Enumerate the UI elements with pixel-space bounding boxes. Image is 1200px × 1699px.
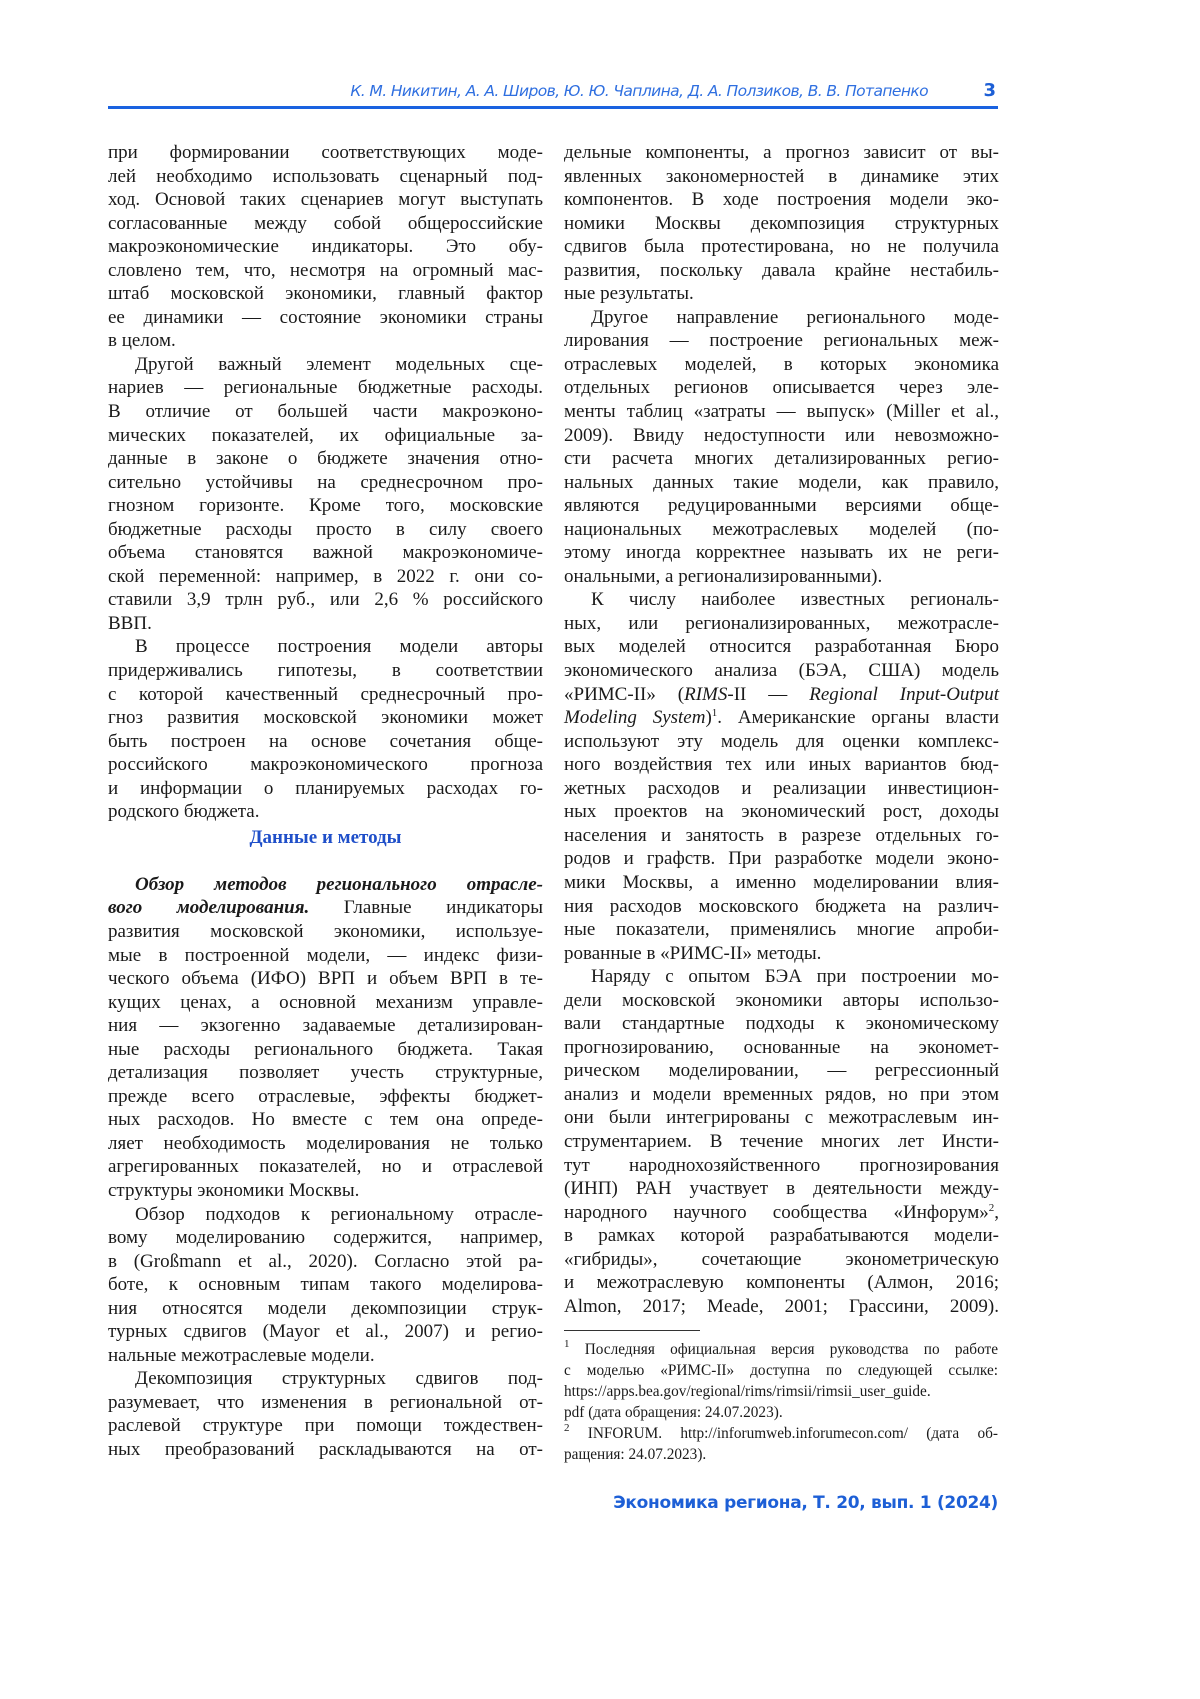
text-line: явленных закономерностей в динамике этих xyxy=(564,165,999,187)
text-line: российского макроэкономического прогноза xyxy=(108,754,543,776)
text-segment: , xyxy=(994,1201,999,1223)
text-line: придерживались гипотезы, в соответствии xyxy=(108,660,543,682)
footnote-marker: 2 xyxy=(564,1422,570,1434)
text-line: развития московской экономики, используе- xyxy=(108,920,543,942)
text-line: национальных межотраслевых моделей (по- xyxy=(564,518,999,540)
paragraph xyxy=(564,141,999,306)
text-line: гноз развития московской экономики может xyxy=(108,707,543,729)
text-line: ные показатели, применялись многие апроби- xyxy=(564,919,999,941)
emphasized-text: Regional Input-Output xyxy=(809,683,999,705)
text-line: ращения: 24.07.2023). xyxy=(564,1446,707,1463)
text-line: раслевой структуре при помощи тождествен- xyxy=(108,1415,543,1437)
footnote-marker: 1 xyxy=(564,1338,570,1350)
paragraph xyxy=(108,1203,543,1368)
text-line: являются редуцированными версиями обще- xyxy=(564,495,999,517)
text-line: ных расходов. Но вместе с тем она опреде- xyxy=(108,1109,543,1131)
text-line: в (Großmann et al., 2020). Согласно этой ра- xyxy=(108,1250,543,1272)
text-line: гнозном горизонте. Кроме того, московские xyxy=(108,495,543,517)
text-line: Другой важный элемент модельных сце- xyxy=(135,353,543,375)
text-line: в целом. xyxy=(108,330,176,352)
text-line: при формировании соответствующих моде- xyxy=(108,142,543,163)
text-line: (ИНП) РАН участвует в деятельности между- xyxy=(564,1178,999,1200)
text-line: штаб московской экономики, главный фактор xyxy=(108,283,543,305)
text-line: лирования — построение региональных меж- xyxy=(564,330,999,352)
text-line: бюджетные расходы просто в силу своего xyxy=(108,518,543,540)
text-line: сдвигов была протестирована, но не получила xyxy=(564,236,999,258)
footnotes xyxy=(564,1339,998,1465)
text-line: Обзор подходов к региональному отрасле- xyxy=(135,1203,543,1225)
text-line: нариев — региональные бюджетные расходы. xyxy=(108,377,543,399)
text-line: К числу наиболее известных региональ- xyxy=(591,589,999,611)
text-line: кущих ценах, а основной механизм управле- xyxy=(108,991,543,1013)
text-line: в рамках которой разрабатываются модели- xyxy=(564,1225,999,1247)
header-rule xyxy=(108,106,998,109)
text-line: родов и графств. При разработке модели эконо- xyxy=(564,848,999,870)
text-line: 2009). Ввиду недоступности или невозможно- xyxy=(564,424,999,446)
paragraph xyxy=(108,141,543,353)
text-line xyxy=(564,1339,998,1360)
text-line: «гибриды», сочетающие эконометрическую xyxy=(564,1248,999,1270)
text-line: Наряду с опытом БЭА при построении мо- xyxy=(591,966,999,988)
text-line: вых моделей относится разработанная Бюро xyxy=(564,636,999,658)
text-line: ные результаты. xyxy=(564,283,694,305)
text-line: с моделью «РИМС-II» доступна по следующей ссылке: xyxy=(564,1362,998,1379)
text-line: менты таблиц «затраты — выпуск» (Miller et al., xyxy=(564,401,999,423)
text-segment: INFORUM. http://inforumweb.inforumecon.com/ (дата об- xyxy=(569,1425,998,1442)
text-line: ческого объема (ИФО) ВРП и объем ВРП в те- xyxy=(108,968,543,990)
text-line: вали стандартные подходы к экономическому xyxy=(564,1013,999,1035)
text-line: https://apps.bea.gov/regional/rims/rimsii/rimsii_user_guide. xyxy=(564,1383,931,1400)
text-line: мики Москвы, а именно моделировании влия- xyxy=(564,871,999,893)
text-line: рованные в «РИМС-II» методы. xyxy=(564,942,822,964)
text-line: тут народнохозяйственного прогнозирования xyxy=(564,1154,999,1176)
journal-footer: Экономика региона, Т. 20, вып. 1 (2024) xyxy=(613,1493,998,1513)
paragraph xyxy=(564,1423,998,1465)
emphasized-text: Обзор методов регионального отрасле- xyxy=(135,873,543,895)
section-heading: Данные и методы xyxy=(249,826,402,848)
text-line: родского бюджета. xyxy=(108,801,260,823)
text-line xyxy=(108,873,543,897)
text-segment: ) xyxy=(705,707,712,729)
text-line: населения и занятость в разрезе отдельных го- xyxy=(564,824,999,846)
text-line: детализация позволяет учесть структурные, xyxy=(108,1062,543,1084)
paragraph xyxy=(564,965,999,1342)
text-line: Другое направление регионального моде- xyxy=(591,306,999,328)
emphasized-text: Modeling System xyxy=(564,707,706,729)
text-line: сительно устойчивы на среднесрочном про- xyxy=(108,471,543,493)
left-column xyxy=(108,141,543,1462)
paragraph xyxy=(564,588,999,965)
text-line: жетных расходов и реализации инвестицион- xyxy=(564,777,999,799)
text-line: ской переменной: например, в 2022 г. они со- xyxy=(108,565,543,587)
running-header xyxy=(108,78,998,108)
footnote-divider xyxy=(564,1330,700,1331)
page-number: 3 xyxy=(983,80,996,101)
text-line xyxy=(564,706,999,730)
text-line: В отличие от большей части макроэконо- xyxy=(108,401,543,423)
text-line xyxy=(564,1201,999,1225)
text-line xyxy=(564,1423,998,1444)
text-line: прогнозированию, основанные на экономет- xyxy=(564,1036,999,1058)
text-segment: Последняя официальная версия руководства по работе xyxy=(569,1341,998,1358)
text-line: Almon, 2017; Meade, 2001; Грассини, 2009). xyxy=(564,1295,999,1317)
text-line: данные в законе о бюджете значения отно- xyxy=(108,448,543,470)
text-line xyxy=(108,896,543,920)
text-line: мые в построенной модели, — индекс физи- xyxy=(108,944,543,966)
text-line: экономического анализа (БЭА, США) модель xyxy=(564,660,999,682)
paragraph xyxy=(108,1367,543,1461)
right-column xyxy=(564,141,999,1342)
paragraph xyxy=(108,873,543,1203)
text-line: ональными, а регионализированными). xyxy=(564,565,883,587)
text-line: ВВП. xyxy=(108,612,152,634)
text-line: ход. Основой таких сценариев могут выступать xyxy=(108,189,543,211)
text-line: В процессе построения модели авторы xyxy=(135,636,543,658)
text-line: нальных данных такие модели, как правило, xyxy=(564,471,999,493)
text-line: струментарием. В течение многих лет Инсти- xyxy=(564,1130,999,1152)
text-line xyxy=(564,683,999,707)
text-line: структуры экономики Москвы. xyxy=(108,1179,360,1201)
footnote-marker: 1 xyxy=(711,707,718,720)
paragraph xyxy=(564,306,999,589)
text-line: словлено тем, что, несмотря на огромный мас- xyxy=(108,259,543,281)
text-line: Декомпозиция структурных сдвигов под- xyxy=(135,1368,543,1390)
emphasized-text: вого моделирования. xyxy=(108,897,310,919)
text-line: ее динамики — состояние экономики страны xyxy=(108,306,543,328)
text-line: прежде всего отраслевые, эффекты бюджет- xyxy=(108,1085,543,1107)
text-line: рическом моделировании, — регрессионный xyxy=(564,1060,999,1082)
text-line: ляет необходимость моделирования не только xyxy=(108,1132,543,1154)
text-line: этому иногда корректнее называть их не реги- xyxy=(564,542,999,564)
text-line: ные расходы регионального бюджета. Такая xyxy=(108,1038,543,1060)
text-segment: . Американские органы власти xyxy=(717,707,999,729)
text-line: ных преобразований раскладываются на от- xyxy=(108,1438,543,1460)
text-line: развития, поскольку давала крайне нестабиль- xyxy=(564,259,999,281)
text-line: номики Москвы декомпозиция структурных xyxy=(564,212,999,234)
text-segment: народного научного сообщества «Инфорум» xyxy=(564,1201,989,1223)
text-line: вому моделированию содержится, например, xyxy=(108,1227,543,1249)
text-line: с которой качественный среднесрочный про- xyxy=(108,683,543,705)
text-line: ных проектов на экономический рост, доходы xyxy=(564,801,999,823)
text-line: быть построен на основе сочетания обще- xyxy=(108,730,543,752)
text-segment: Главные индикаторы xyxy=(309,897,543,919)
text-line: дели московской экономики авторы использо- xyxy=(564,989,999,1011)
text-line: агрегированных показателей, но и отраслевой xyxy=(108,1156,543,1178)
text-line: ного воздействия тех или иных вариантов бюд- xyxy=(564,754,999,776)
paragraph xyxy=(564,1339,998,1423)
footnote-marker: 2 xyxy=(988,1201,995,1214)
text-line: мических показателей, их официальные за- xyxy=(108,424,543,446)
text-line: турных сдвигов (Mayor et al., 2007) и регио- xyxy=(108,1321,543,1343)
text-line: объема становятся важной макроэкономиче- xyxy=(108,542,543,564)
text-line: макроэкономические индикаторы. Это обу- xyxy=(108,236,543,258)
text-line: ставили 3,9 трлн руб., или 2,6 % российского xyxy=(108,589,543,611)
text-line: ния — экзогенно задаваемые детализирован- xyxy=(108,1015,543,1037)
text-segment: -II — xyxy=(727,683,810,705)
text-line: ных, или регионализированных, межотрасле- xyxy=(564,612,999,634)
text-line: ния относятся модели декомпозиции струк- xyxy=(108,1297,543,1319)
text-line: ния расходов московского бюджета на различ- xyxy=(564,895,999,917)
text-line: компонентов. В ходе построения модели эко- xyxy=(564,189,999,211)
text-line: отдельных регионов описывается через эле- xyxy=(564,377,999,399)
header-authors: К. М. Никитин, А. А. Широв, Ю. Ю. Чаплина, Д. А. Ползиков, В. В. Потапенко xyxy=(350,82,928,100)
paragraph xyxy=(108,635,543,823)
text-segment: «РИМС-II» ( xyxy=(564,683,685,705)
text-line: боте, к основным типам такого моделирова- xyxy=(108,1274,543,1296)
text-line: pdf (дата обращения: 24.07.2023). xyxy=(564,1404,783,1421)
text-line: дельные компоненты, а прогноз зависит от вы- xyxy=(564,142,999,163)
text-line: нальные межотраслевые модели. xyxy=(108,1344,375,1366)
text-line: они были интегрированы с межотраслевым ин- xyxy=(564,1107,999,1129)
text-line: согласованные между собой общероссийские xyxy=(108,212,543,234)
text-line: анализ и модели временных рядов, но при этом xyxy=(564,1083,999,1105)
text-line: используют эту модель для оценки комплекс- xyxy=(564,730,999,752)
paragraph xyxy=(108,353,543,636)
text-line: отраслевых моделей, в которых экономика xyxy=(564,353,999,375)
text-line: и информации о планируемых расходах го- xyxy=(108,777,543,799)
emphasized-text: RIMS xyxy=(684,683,728,705)
text-line: сти расчета многих детализированных регио- xyxy=(564,448,999,470)
text-line: разумевает, что изменения в региональной от- xyxy=(108,1391,543,1413)
text-line: и межотраслевую компоненты (Алмон, 2016; xyxy=(564,1272,999,1294)
text-line: лей необходимо использовать сценарный под- xyxy=(108,165,543,187)
